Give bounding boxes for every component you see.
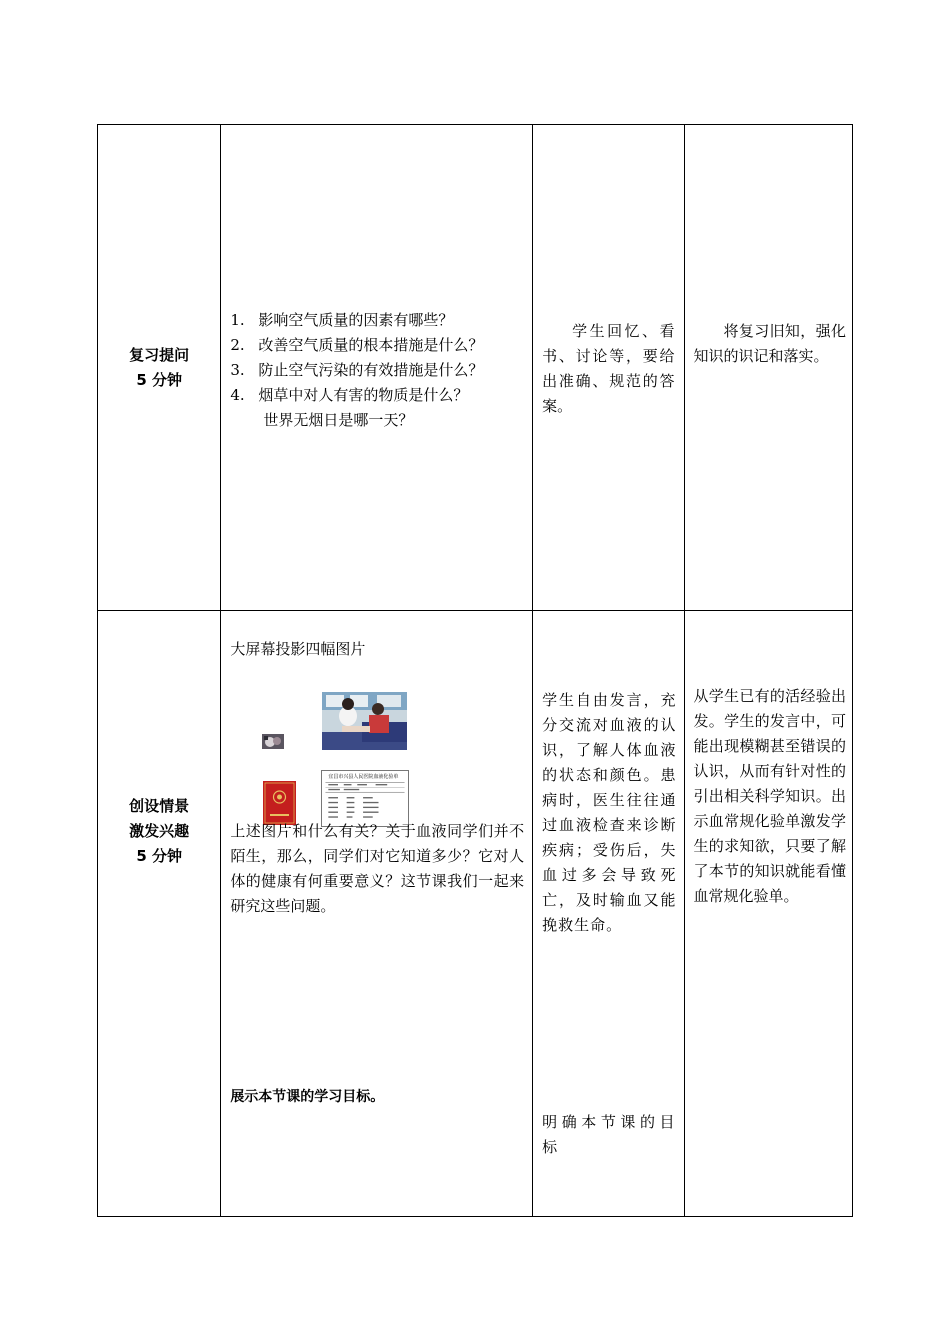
stage-duration: 5 分钟: [136, 371, 182, 389]
student-activity-text: 学生回忆、看书、讨论等，要给出准确、规范的答案。: [542, 322, 675, 415]
projection-intro: 大屏幕投影四幅图片: [230, 640, 366, 658]
stage-duration: 5 分钟: [136, 847, 182, 865]
teacher-activity-scenario: [221, 611, 533, 1217]
student-goal-text: 明确本节课的目标: [542, 1113, 677, 1156]
teacher-activity-review: [221, 125, 533, 611]
stage-cell-review: [98, 125, 221, 611]
blood-sample-image: [262, 734, 284, 749]
list-item: 4. 烟草中对人有害的物质是什么？: [230, 386, 469, 404]
blood-donation-photo: [322, 692, 407, 750]
stage-subtitle: 激发兴趣: [129, 822, 190, 840]
review-question-list: [230, 308, 530, 433]
design-intent-scenario: [684, 611, 852, 1217]
student-activity-review: [533, 125, 684, 611]
stage-title: 创设情景: [129, 797, 190, 815]
table-row-review: [98, 125, 853, 611]
stage-cell-scenario: [98, 611, 221, 1217]
student-activity-scenario: [533, 611, 684, 1217]
student-activity-text: 学生自由发言，充分交流对血液的认识，了解人体血液的状态和颜色。患病时，医生往往通过血液检查来诊断疾病；受伤后，失血过多会导致死亡，及时输血又能挽救生命。: [542, 691, 677, 934]
design-intent-review: [684, 125, 852, 611]
learning-goal-prompt: 展示本节课的学习目标。: [230, 1089, 385, 1105]
list-item-continuation: 世界无烟日是哪一天？: [263, 411, 414, 429]
discussion-question-text: 上述图片和什么有关？关于血液同学们并不陌生，那么，同学们对它知道多少？它对人体的健康有何重要意义？这节课我们一起来研究这些问题。: [230, 822, 525, 915]
design-intent-text: 从学生已有的活经验出发。学生的发言中，可能出现模糊甚至错误的认识，从而有针对性的引出相关科学知识。出示血常规化验单激发学生的求知欲，只要了解了本节的知识就能看懂血常规化验单。: [693, 687, 846, 905]
report-title: 宜昌市兴县人民医院血液化验单: [328, 774, 399, 780]
lesson-plan-table: [97, 124, 853, 1217]
list-item: 2. 改善空气质量的根本措施是什么？: [230, 336, 484, 354]
stage-title: 复习提问: [129, 346, 190, 364]
table-row-scenario: [98, 611, 853, 1217]
list-item: 1. 影响空气质量的因素有哪些？: [230, 311, 454, 329]
design-intent-text: 将复习旧知，强化知识的识记和落实。: [693, 322, 846, 365]
list-item: 3. 防止空气污染的有效措施是什么？: [230, 361, 484, 379]
